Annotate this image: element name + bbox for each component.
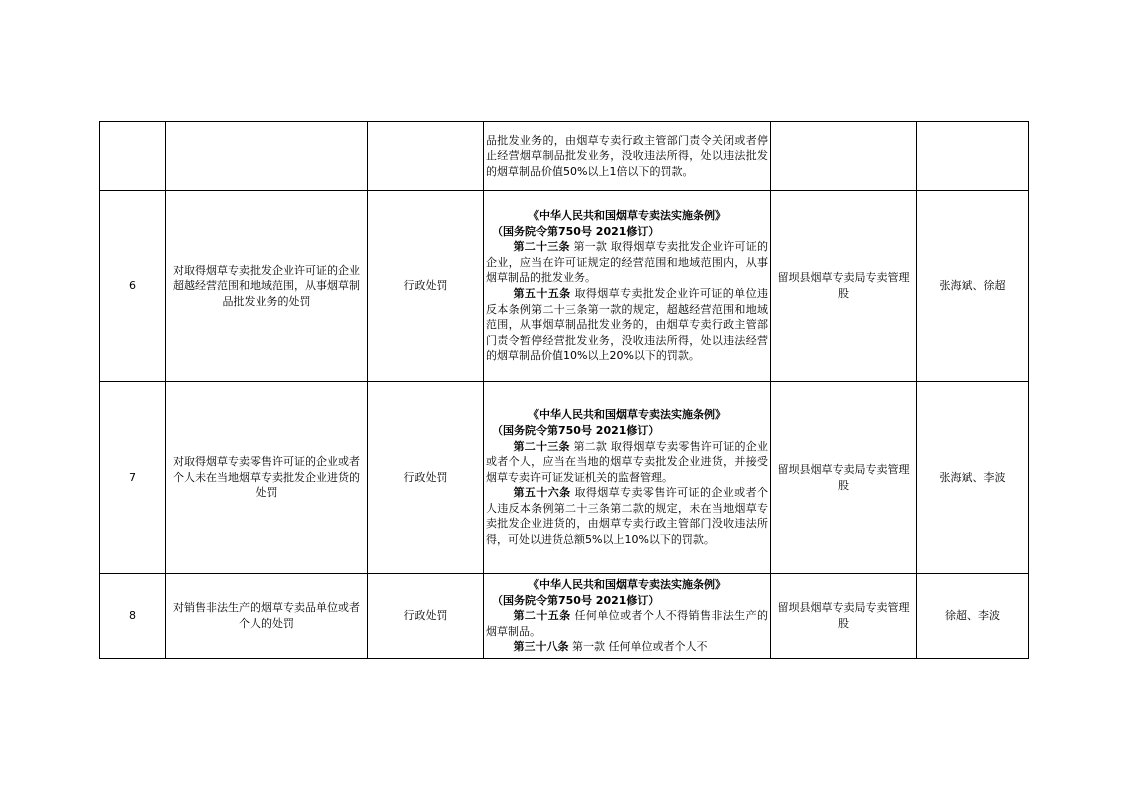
article-number: 第二十三条 — [513, 439, 570, 453]
legal-basis — [484, 574, 771, 659]
article-number: 第三十八条 — [513, 640, 569, 654]
article-paragraph — [486, 639, 768, 655]
row-number: 6 — [100, 191, 166, 382]
article-paragraph — [486, 286, 768, 364]
department: 留坝县烟草专卖局专卖管理股 — [771, 382, 917, 574]
article-number: 第五十六条 — [513, 486, 571, 500]
responsible-person: 张海斌、徐超 — [917, 191, 1029, 382]
article-text: 取得烟草专卖批发企业许可证的单位违反本条例第二十三条第一款的规定，超越经营范围和地域范围，从事烟草制品批发业务的，由烟草专卖行政主管部门责令暂停经营批发业务，没收违法所得，处以违法经营的烟草制品价值10%以上20%以下的罚款。 — [486, 287, 768, 363]
responsible-person: 张海斌、李波 — [917, 382, 1029, 574]
enforcement-table — [99, 121, 1029, 659]
law-title: 《中华人民共和国烟草专卖法实施条例》 — [528, 209, 726, 223]
item-name: 对销售非法生产的烟草专卖品单位或者个人的处罚 — [166, 574, 368, 659]
item-name: 对取得烟草专卖批发企业许可证的企业超越经营范围和地域范围，从事烟草制品批发业务的处罚 — [166, 191, 368, 382]
responsible-person — [917, 122, 1029, 191]
article-paragraph — [486, 608, 768, 639]
item-name — [166, 122, 368, 191]
law-title: 《中华人民共和国烟草专卖法实施条例》 — [528, 408, 726, 422]
law-order: （国务院令第750号 2021修订） — [492, 423, 660, 437]
row-number — [100, 122, 166, 191]
article-paragraph — [486, 239, 768, 286]
table-row — [100, 191, 1029, 382]
item-type: 行政处罚 — [368, 191, 484, 382]
article-number: 第二十五条 — [513, 609, 571, 623]
legal-basis — [484, 122, 771, 191]
legal-basis — [484, 191, 771, 382]
basis-tail-text: 品批发业务的，由烟草专卖行政主管部门责令关闭或者停止经营烟草制品批发业务，没收违法所得，处以违法批发的烟草制品价值50%以上1倍以下的罚款。 — [486, 133, 768, 178]
department: 留坝县烟草专卖局专卖管理股 — [771, 191, 917, 382]
item-type — [368, 122, 484, 191]
article-paragraph — [486, 439, 768, 486]
row-number: 8 — [100, 574, 166, 659]
law-title: 《中华人民共和国烟草专卖法实施条例》 — [528, 578, 726, 592]
table-row — [100, 122, 1029, 191]
article-text: 第二款 取得烟草专卖零售许可证的企业或者个人，应当在当地的烟草专卖批发企业进货，并接受烟草专卖许可证发证机关的监督管理。 — [486, 439, 768, 484]
item-type: 行政处罚 — [368, 382, 484, 574]
item-name: 对取得烟草专卖零售许可证的企业或者个人未在当地烟草专卖批发企业进货的处罚 — [166, 382, 368, 574]
article-paragraph — [486, 485, 768, 547]
article-text: 任何单位或者个人不得销售非法生产的烟草制品。 — [486, 609, 768, 638]
law-order: （国务院令第750号 2021修订） — [492, 593, 660, 607]
article-number: 第五十五条 — [513, 287, 571, 300]
item-type: 行政处罚 — [368, 574, 484, 659]
responsible-person: 徐超、李波 — [917, 574, 1029, 659]
department — [771, 122, 917, 191]
legal-basis — [484, 382, 771, 574]
law-order: （国务院令第750号 2021修订） — [492, 224, 660, 238]
article-text: 第一款 取得烟草专卖批发企业许可证的企业，应当在许可证规定的经营范围和地域范围内，从事烟草制品的批发业务。 — [486, 240, 768, 285]
table-row — [100, 574, 1029, 659]
article-number: 第二十三条 — [513, 240, 570, 254]
article-text: 取得烟草专卖零售许可证的企业或者个人违反本条例第二十三条第二款的规定，未在当地烟草专卖批发企业进货的，由烟草专卖行政主管部门没收违法所得，可处以进货总额5%以上10%以下的罚款。 — [486, 486, 768, 547]
table-row — [100, 382, 1029, 574]
department: 留坝县烟草专卖局专卖管理股 — [771, 574, 917, 659]
article-text: 第一款 任何单位或者个人不 — [568, 640, 708, 654]
row-number: 7 — [100, 382, 166, 574]
